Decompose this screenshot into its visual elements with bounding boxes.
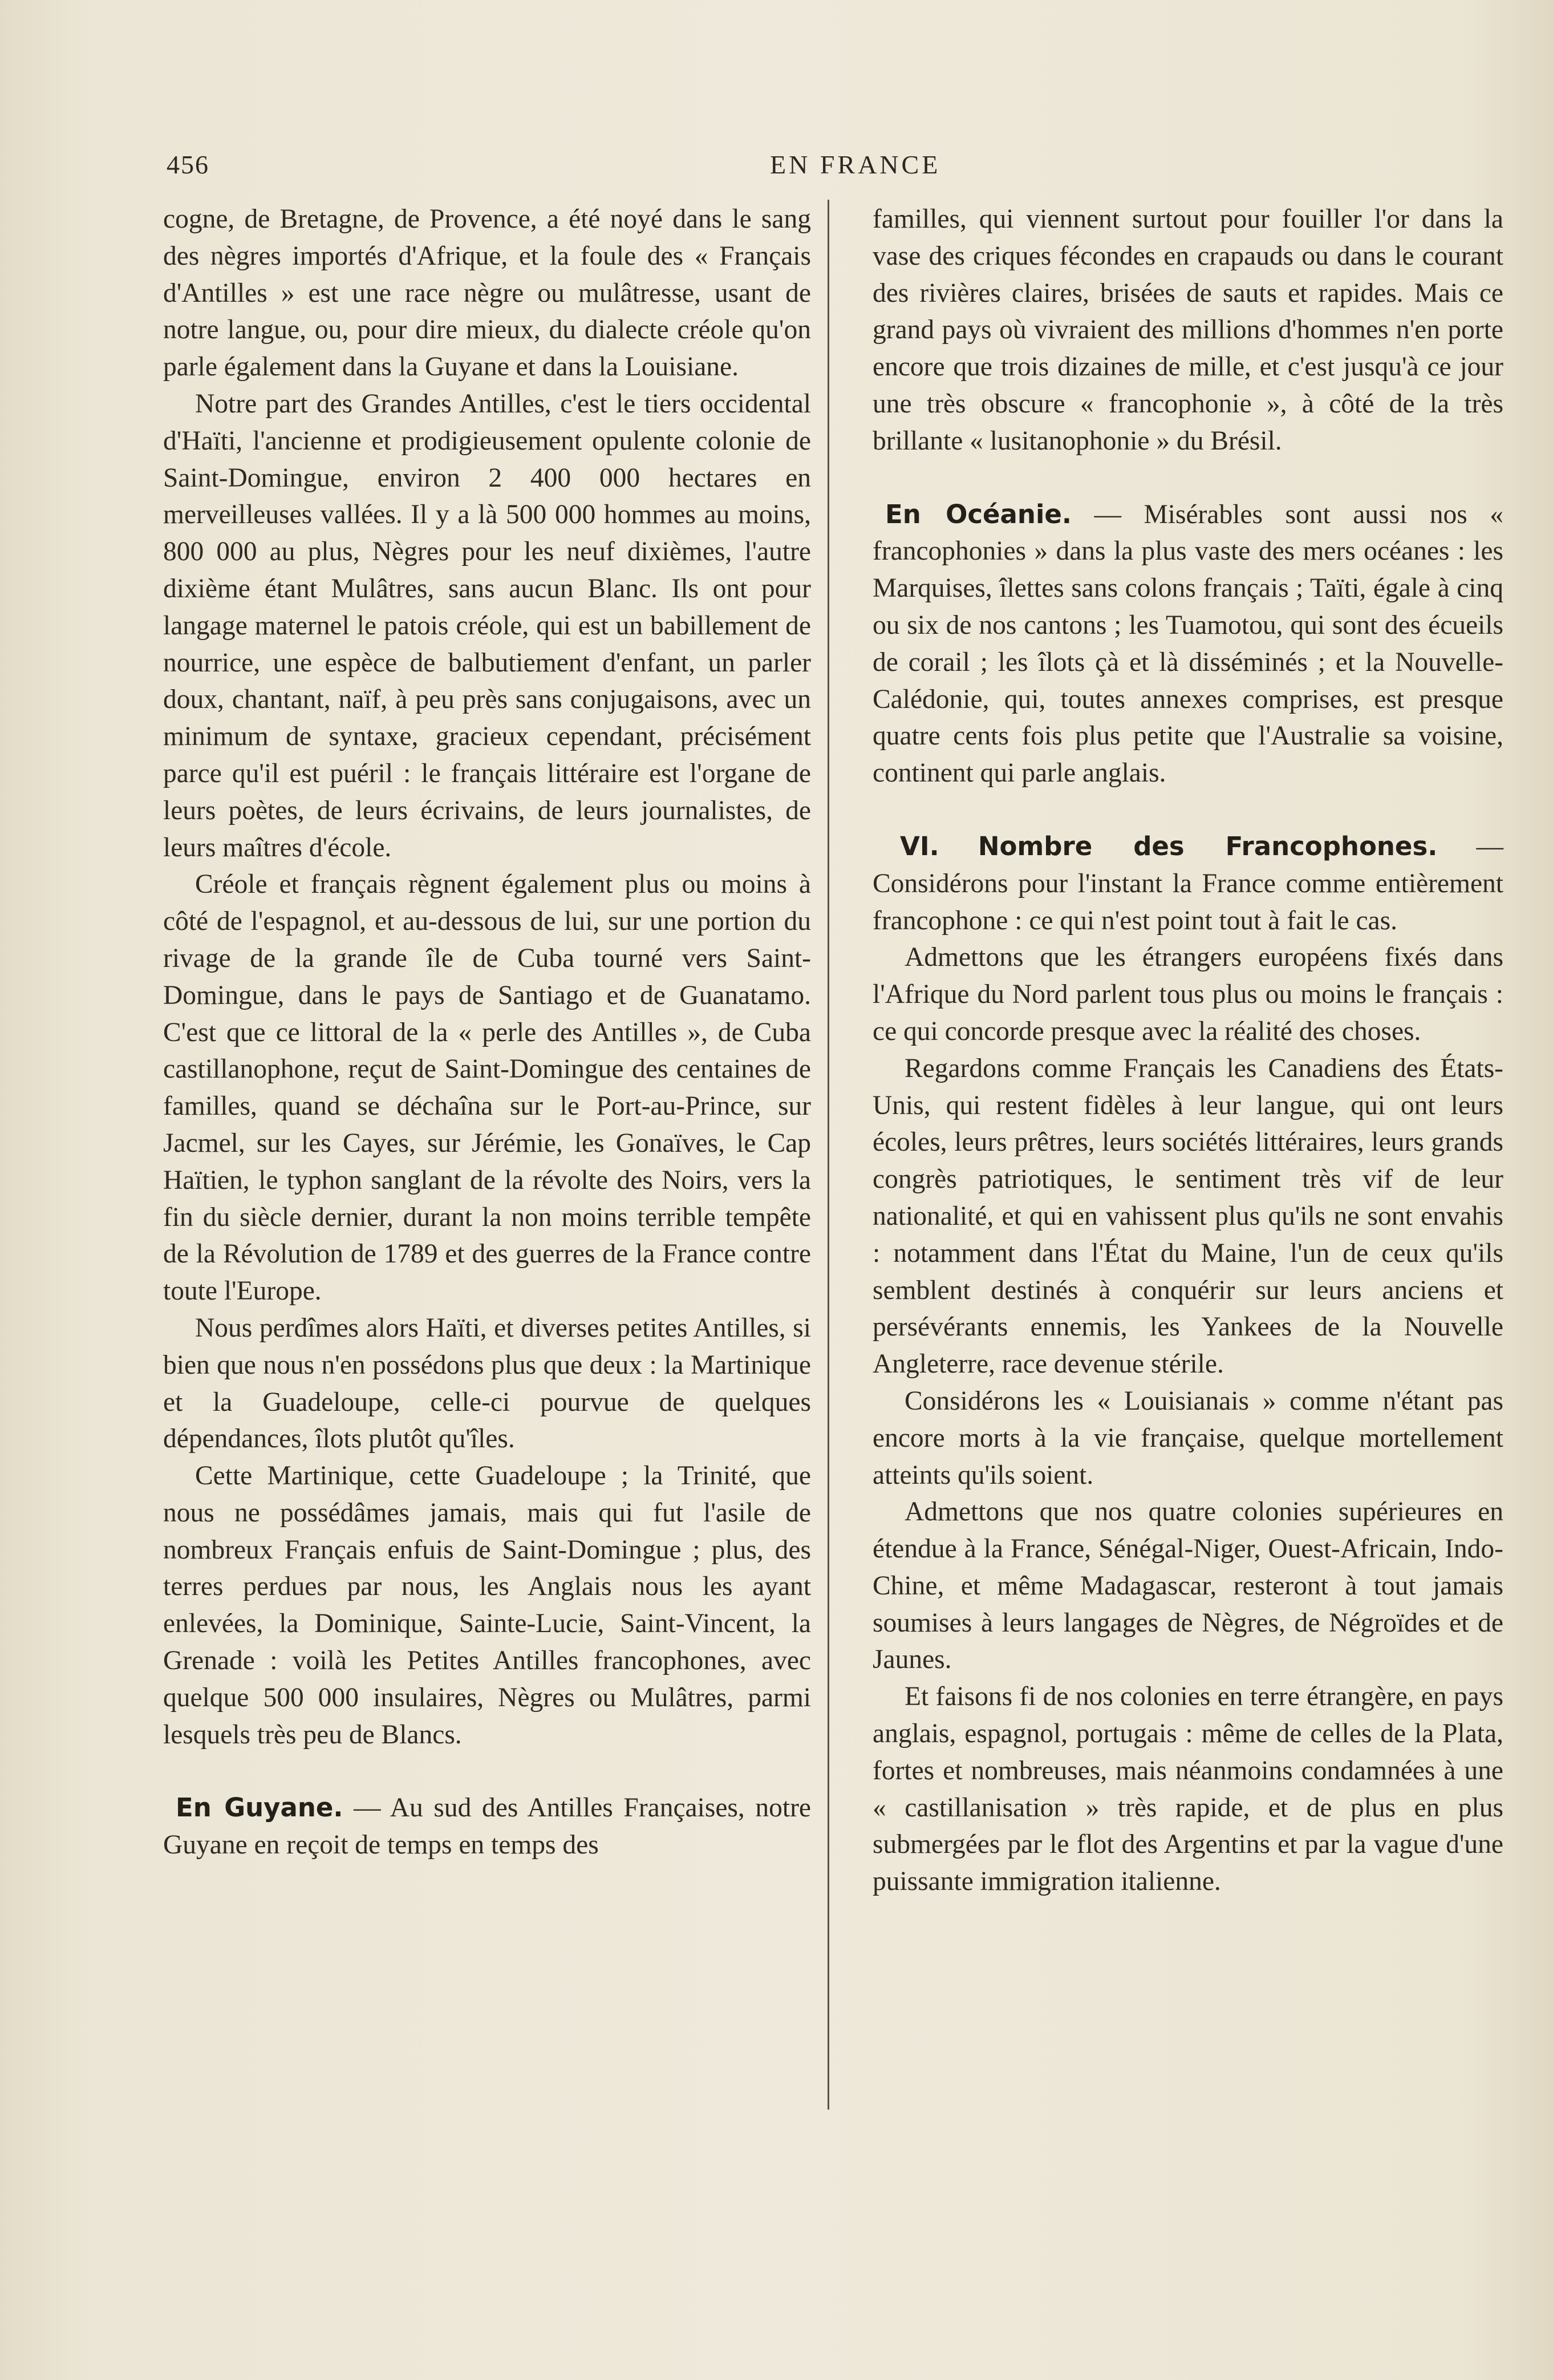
page-number: 456 [167,150,209,179]
paragraph: Considérons les « Louisianais » comme n'étant pas encore morts à la vie française, quelque mortellement atteints qu'ils soient. [873,1386,1503,1490]
section-guyane [163,1790,811,1864]
left-column [163,201,811,1864]
section-heading-guyane: En Guyane. [176,1792,343,1823]
paragraph: cogne, de Bretagne, de Provence, a été noyé dans le sang des nègres importés d'Afrique, et la foule des « Français d'Antilles » est une race nègre ou mulâtresse, usant de notre langue, ou, pour dire mieux, du dialecte créole qu'on parle également dans la Guyane et dans la Louisiane. [163,204,811,382]
paragraph: Nous perdîmes alors Haïti, et diverses petites Antilles, si bien que nous n'en possédons plus que deux : la Martinique et la Guadeloupe, celle-ci pourvue de quelques dépendances, îlots plutôt qu'îles. [163,1313,811,1454]
paragraph: Notre part des Grandes Antilles, c'est le tiers occidental d'Haïti, l'ancienne et prodigieusement opulente colonie de Saint-Domingue, environ 2 400 000 hectares en merveilleuses vallées. Il y a là 500 000 hommes au moins, 800 000 au plus, Nègres pour les neuf dixièmes, l'autre dixième étant Mulâtres, sans aucun Blanc. Ils ont pour langage maternel le patois créole, qui est un babillement de nourrice, une espèce de balbutiement d'enfant, un parler doux, chantant, naïf, à peu près sans conjugaisons, avec un minimum de syntaxe, gracieux cependant, précisément parce qu'il est puéril : le français littéraire est l'organe de leurs poètes, de leurs écrivains, de leurs journalistes, de leurs maîtres d'école. [163,388,811,863]
page-header [167,149,1513,189]
section-text: — Misérables sont aussi nos « francophonies » dans la plus vaste des mers océanes : les Marquises, îlettes sans colons français ; Taïti, égale à cinq ou six de nos cantons ; les Tuamotou, qui sont des écueils de corail ; les îlots çà et là disséminés ; et la Nouvelle-Calédonie, qui, toutes annexes comprises, est presque quatre cents fois plus petite que l'Australie sa voisine, continent qui parle anglais. [873,499,1503,788]
paragraph: Et faisons fi de nos colonies en terre étrangère, en pays anglais, espagnol, portugais : même de celles de la Plata, fortes et nombreuses, mais néanmoins condamnées à une « castillanisation » très rapide, et de plus en plus submergées par le flot des Argentins et par la vague d'une puissante immigration italienne. [873,1682,1503,1897]
right-column [873,201,1503,1900]
paragraph: Admettons que nos quatre colonies supérieures en étendue à la France, Sénégal-Niger, Ouest-Africain, Indo-Chine, et même Madagascar, resteront à tout jamais soumises à leurs langages de Nègres, de Négroïdes et de Jaunes. [873,1497,1503,1675]
section-heading-oceanie: En Océanie. [885,499,1072,529]
paragraph: Créole et français règnent également plus ou moins à côté de l'espagnol, et au-dessous de lui, sur une portion du rivage de la grande île de Cuba tourné vers Saint-Domingue, dans le pays de Santiago et de Guanatamo. C'est que ce littoral de la « perle des Antilles », de Cuba castillanophone, reçut de Saint-Domingue des centaines de familles, quand se déchaîna sur le Port-au-Prince, sur Jacmel, sur les Cayes, sur Jérémie, les Gonaïves, le Cap Haïtien, le typhon sanglant de la révolte des Noirs, vers la fin du siècle dernier, durant la non moins terrible tempête de la Révolution de 1789 et des guerres de la France contre toute l'Europe. [163,869,811,1306]
section-text: — Au sud des Antilles Françaises, notre Guyane en reçoit de temps en temps des [163,1793,811,1860]
paragraph: Cette Martinique, cette Guadeloupe ; la Trinité, que nous ne possédâmes jamais, mais qui fut l'asile de nombreux Français enfuis de Saint-Domingue ; plus, des terres perdues par nous, les Anglais nous les ayant enlevées, la Dominique, Sainte-Lucie, Saint-Vincent, la Grenade : voilà les Petites Antilles francophones, avec quelque 500 000 insulaires, Nègres ou Mulâtres, parmi lesquels très peu de Blancs. [163,1461,811,1750]
paragraph: Regardons comme Français les Canadiens des États-Unis, qui restent fidèles à leur langue, qui ont leurs écoles, leurs prêtres, leurs sociétés littéraires, leurs grands congrès patriotiques, le sentiment très vif de leur nationalité, et qui en vahissent plus qu'ils ne sont envahis : notamment dans l'État du Maine, l'un de ceux qu'ils semblent destinés à conquérir sur leurs anciens et persévérants ennemis, les Yankees de la Nouvelle Angleterre, race devenue stérile. [873,1053,1503,1379]
section-text: — Considérons pour l'instant la France comme entièrement francophone : ce qui n'est point tout à fait le cas. [873,831,1503,936]
paragraph: familles, qui viennent surtout pour fouiller l'or dans la vase des criques fécondes en crapauds ou dans le courant des rivières claires, brisées de sauts et rapides. Mais ce grand pays où vivraient des millions d'hommes n'en porte encore que trois dizaines de mille, et c'est jusqu'à ce jour une très obscure « francophonie », à côté de la très brillante « lusitanophonie » du Brésil. [873,204,1503,456]
column-divider [828,200,829,2110]
section-oceanie [873,496,1503,792]
section-heading-nombre: Nombre des Francophones. [978,831,1438,861]
section-nombre [873,828,1503,939]
paragraph: Admettons que les étrangers européens fixés dans l'Afrique du Nord parlent tous plus ou moins le français : ce qui concorde presque avec la réalité des choses. [873,942,1503,1046]
section-number: VI. [900,831,939,861]
running-title: EN FRANCE [770,150,941,179]
